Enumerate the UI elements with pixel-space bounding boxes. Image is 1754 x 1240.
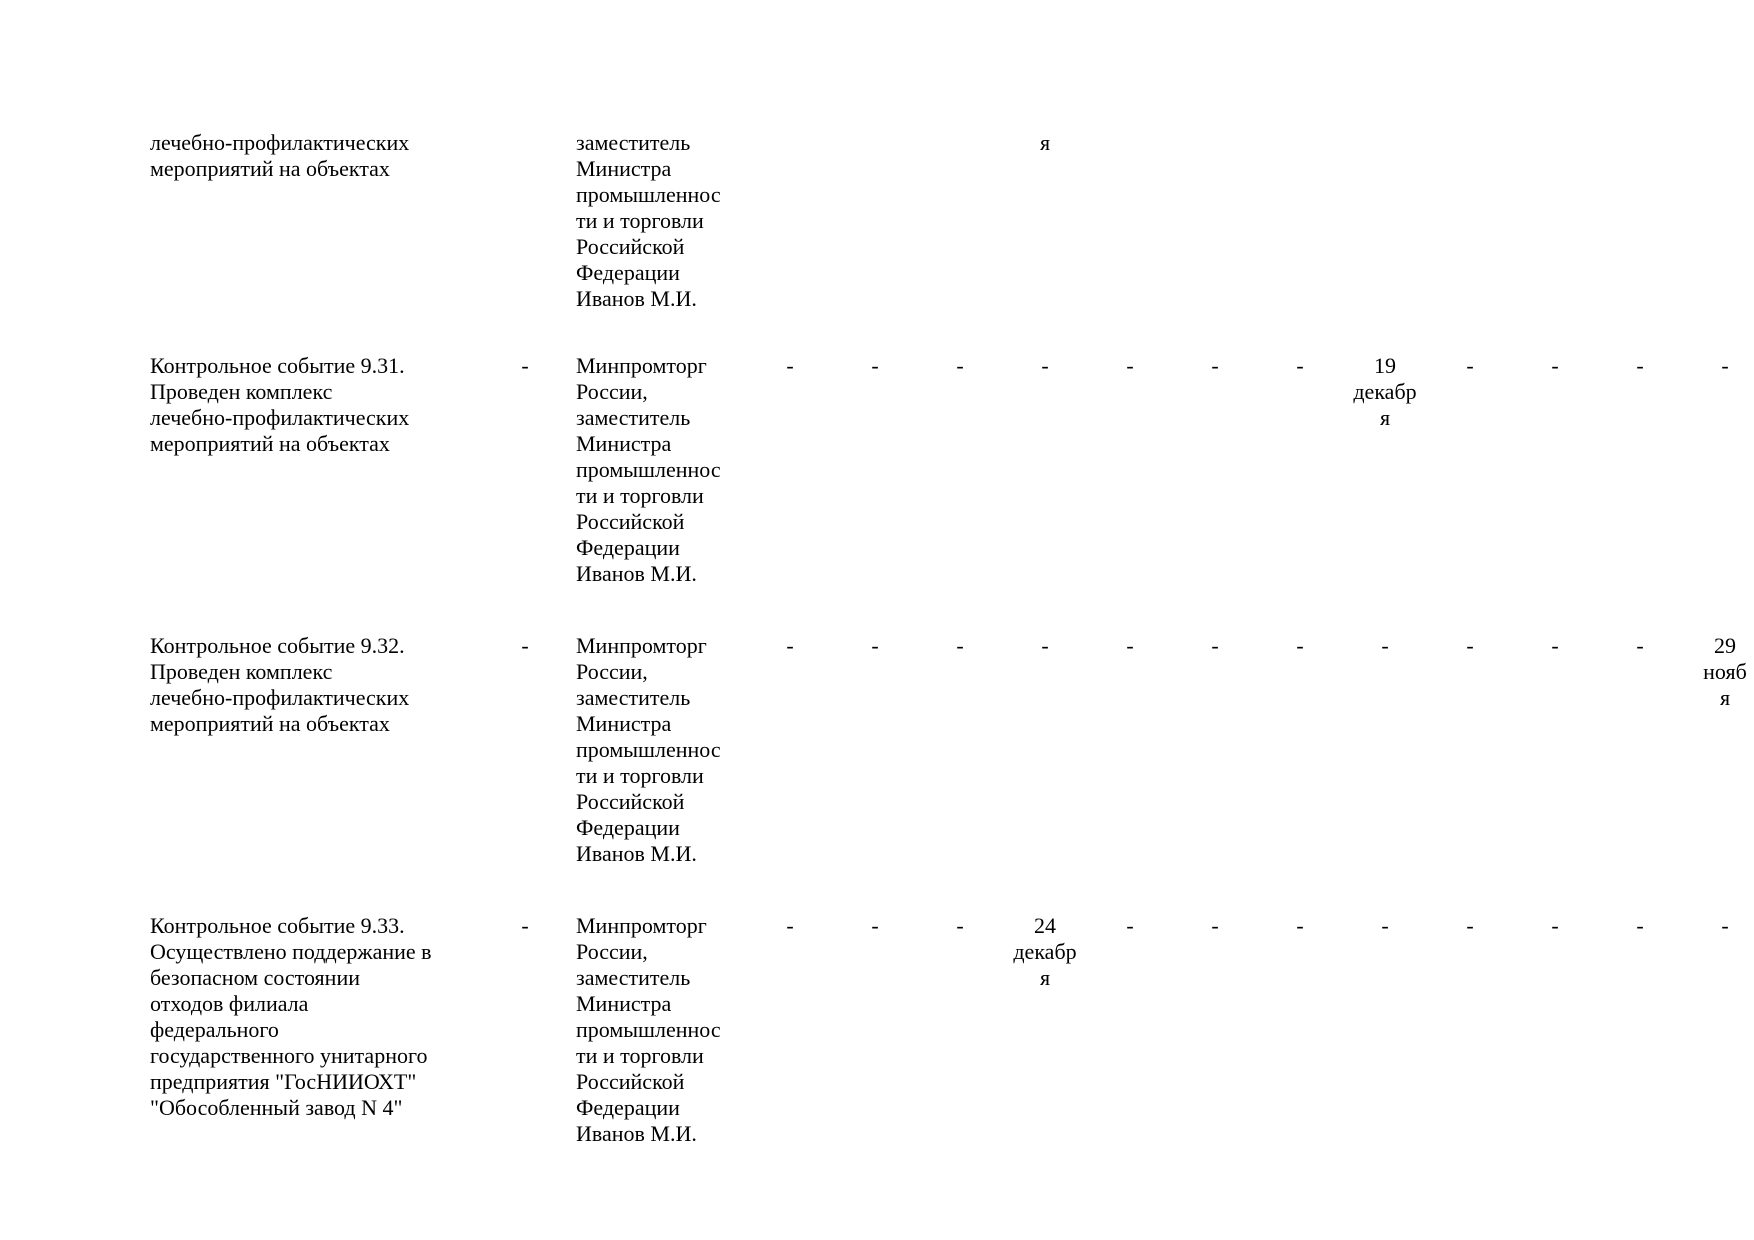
event-description: Контрольное событие 9.33. Осуществлено поддержание в безопасном состоянии отходов филиала федерального государственного унитарного предприятия "ГосНИИОХТ" "Обособленный завод N 4" [150, 913, 432, 1120]
period-cell: - [871, 353, 879, 378]
period-cell: - [786, 633, 794, 658]
period-cell: - [956, 913, 964, 938]
period-cell: - [1721, 913, 1729, 938]
period-cell: - [871, 633, 879, 658]
period-cell: - [1551, 913, 1559, 938]
period-cell: - [1466, 633, 1474, 658]
base-value: - [521, 353, 529, 378]
base-value: - [521, 633, 529, 658]
period-cell: - [786, 353, 794, 378]
responsible-party: Минпромторг России, заместитель Министра промышленнос ти и торговли Российской Федерации Иванов М.И. [576, 353, 721, 586]
period-cell: - [1041, 353, 1049, 378]
period-cell: - [1211, 913, 1219, 938]
period-cell: - [956, 633, 964, 658]
period-cell: - [1381, 913, 1389, 938]
event-description: Контрольное событие 9.31. Проведен комплекс лечебно-профилактических мероприятий на объектах [150, 353, 410, 456]
period-cell: - [1296, 913, 1304, 938]
period-cell: - [1296, 633, 1304, 658]
base-value: - [521, 913, 529, 938]
period-cell: 24 декабр я [1013, 913, 1077, 990]
period-cell: - [1296, 353, 1304, 378]
period-cell: - [786, 913, 794, 938]
period-cell: - [1551, 633, 1559, 658]
period-cell: - [1381, 633, 1389, 658]
period-cell: - [1466, 353, 1474, 378]
period-cell: - [1721, 353, 1729, 378]
period-cell: - [1126, 353, 1134, 378]
period-cell: - [1126, 913, 1134, 938]
responsible-party: Минпромторг России, заместитель Министра промышленнос ти и торговли Российской Федерации Иванов М.И. [576, 913, 721, 1146]
responsible-party: заместитель Министра промышленнос ти и торговли Российской Федерации Иванов М.И. [576, 130, 721, 311]
period-cell: - [1466, 913, 1474, 938]
period-cell: - [871, 913, 879, 938]
event-description: лечебно-профилактических мероприятий на объектах [150, 130, 410, 181]
event-description: Контрольное событие 9.32. Проведен комплекс лечебно-профилактических мероприятий на объектах [150, 633, 410, 736]
period-cell: - [1636, 913, 1644, 938]
period-cell: я [1039, 130, 1051, 155]
period-cell: - [1636, 353, 1644, 378]
responsible-party: Минпромторг России, заместитель Министра промышленнос ти и торговли Российской Федерации Иванов М.И. [576, 633, 721, 866]
period-cell: - [956, 353, 964, 378]
period-cell: - [1041, 633, 1049, 658]
period-cell: - [1551, 353, 1559, 378]
period-cell: - [1211, 633, 1219, 658]
period-cell: 29 нояб я [1703, 633, 1747, 710]
period-cell: - [1126, 633, 1134, 658]
period-cell: 19 декабр я [1353, 353, 1417, 430]
period-cell: - [1211, 353, 1219, 378]
period-cell: - [1636, 633, 1644, 658]
